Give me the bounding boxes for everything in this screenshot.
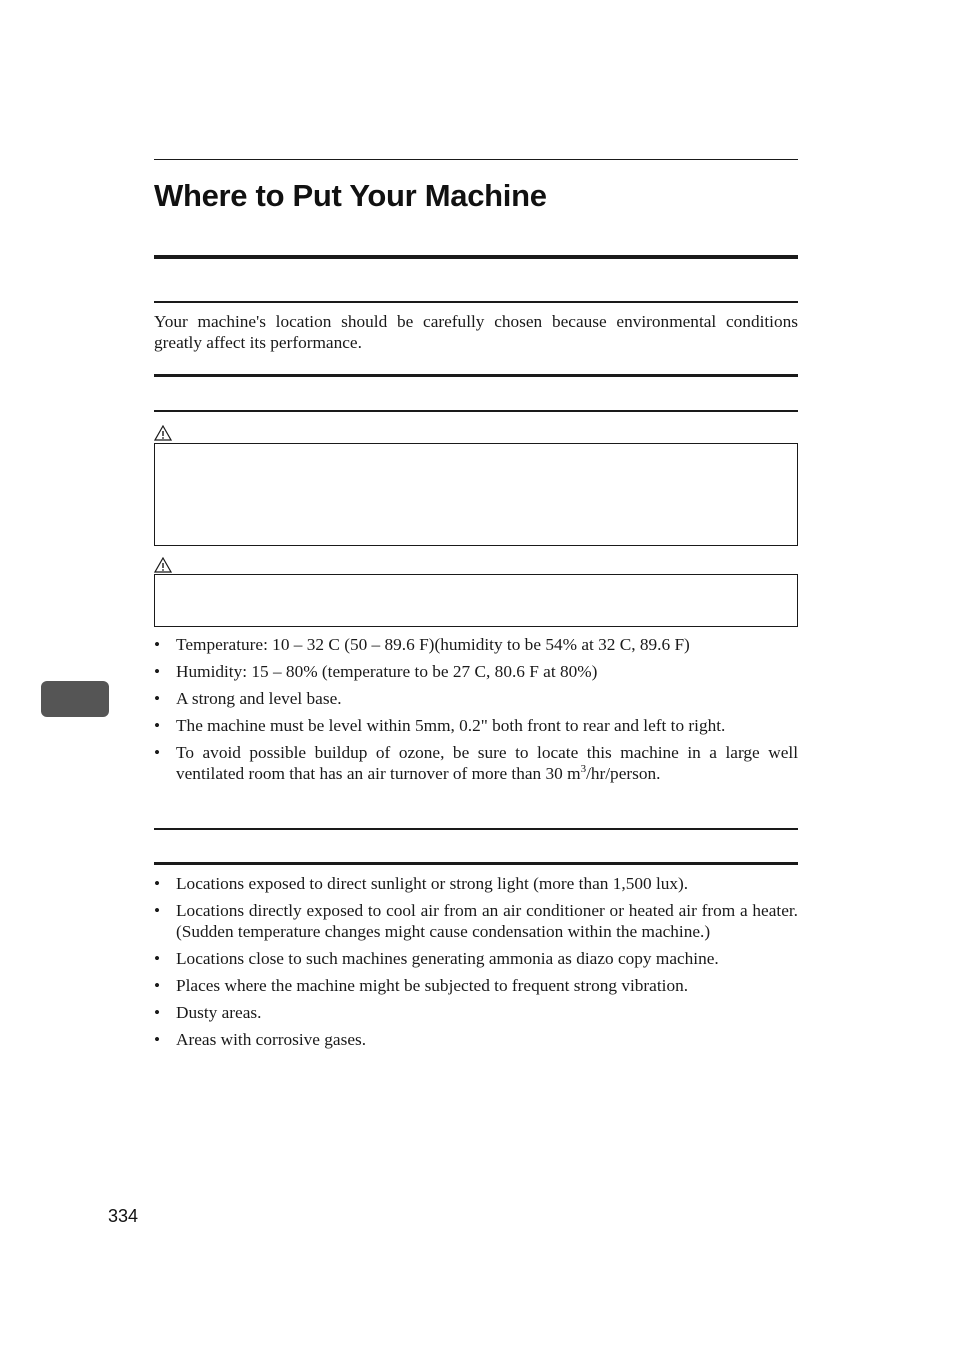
list-item: • Places where the machine might be subjected to frequent strong vibration.	[154, 976, 689, 995]
section-rule-avoid	[154, 862, 798, 865]
page-number: 334	[108, 1206, 139, 1226]
bullet: •	[154, 689, 161, 708]
list-item: • Locations exposed to direct sunlight or strong light (more than 1,500 lux).	[154, 874, 689, 893]
section-rule-environment-thick	[154, 374, 798, 377]
bullet: •	[154, 1003, 161, 1022]
list-item: • Dusty areas.	[154, 1003, 262, 1022]
bullet: •	[154, 662, 161, 681]
section-rule-environment	[154, 410, 798, 412]
section-rule-avoid-thick	[154, 828, 798, 830]
chapter-tab	[41, 681, 109, 717]
avoid-list	[154, 873, 798, 1056]
list-item: • Humidity: 15 – 80% (temperature to be 27 C, 80.6 F at 80%)	[154, 662, 598, 681]
bullet: •	[154, 901, 161, 920]
bullet: •	[154, 976, 161, 995]
warning-triangle-icon	[154, 557, 172, 573]
list-item-ozone: • To avoid possible buildup of ozone, be sure to locate this machine in a large well ventilated room that has an air turnover of more than 30 $m^3/hr$/person.	[154, 743, 798, 783]
bullet: •	[154, 949, 161, 968]
page-title: Where to Put Your Machine	[154, 178, 547, 213]
bullet: •	[154, 635, 161, 654]
section-rule-intro	[154, 301, 798, 303]
intro-paragraph: Your machine's location should be carefully chosen because environmental conditions greatly affect its performance.	[154, 312, 798, 352]
list-item: • Areas with corrosive gases.	[154, 1030, 367, 1049]
list-item: • Temperature: 10 – 32 C (50 – 89.6 F)(humidity to be 54% at 32 C, 89.6 F)	[154, 635, 690, 654]
bullet: •	[154, 874, 161, 893]
bullet: •	[154, 743, 161, 762]
caution-box-1	[154, 443, 798, 546]
list-item: • Locations close to such machines generating ammonia as diazo copy machine.	[154, 949, 719, 968]
warning-triangle-icon	[154, 425, 172, 441]
list-item: • A strong and level base.	[154, 689, 342, 708]
bullet: •	[154, 716, 161, 735]
bullet: •	[154, 1030, 161, 1049]
environment-list	[154, 634, 798, 790]
title-underline	[154, 255, 798, 259]
caution-box-2	[154, 574, 798, 627]
list-item: • The machine must be level within 5mm, 0.2" both front to rear and left to right.	[154, 716, 726, 735]
top-rule	[154, 159, 798, 160]
list-item: • Locations directly exposed to cool air from an air conditioner or heated air from a heater. (Sudden temperature changes might cause condensation within the machine.)	[154, 901, 798, 941]
